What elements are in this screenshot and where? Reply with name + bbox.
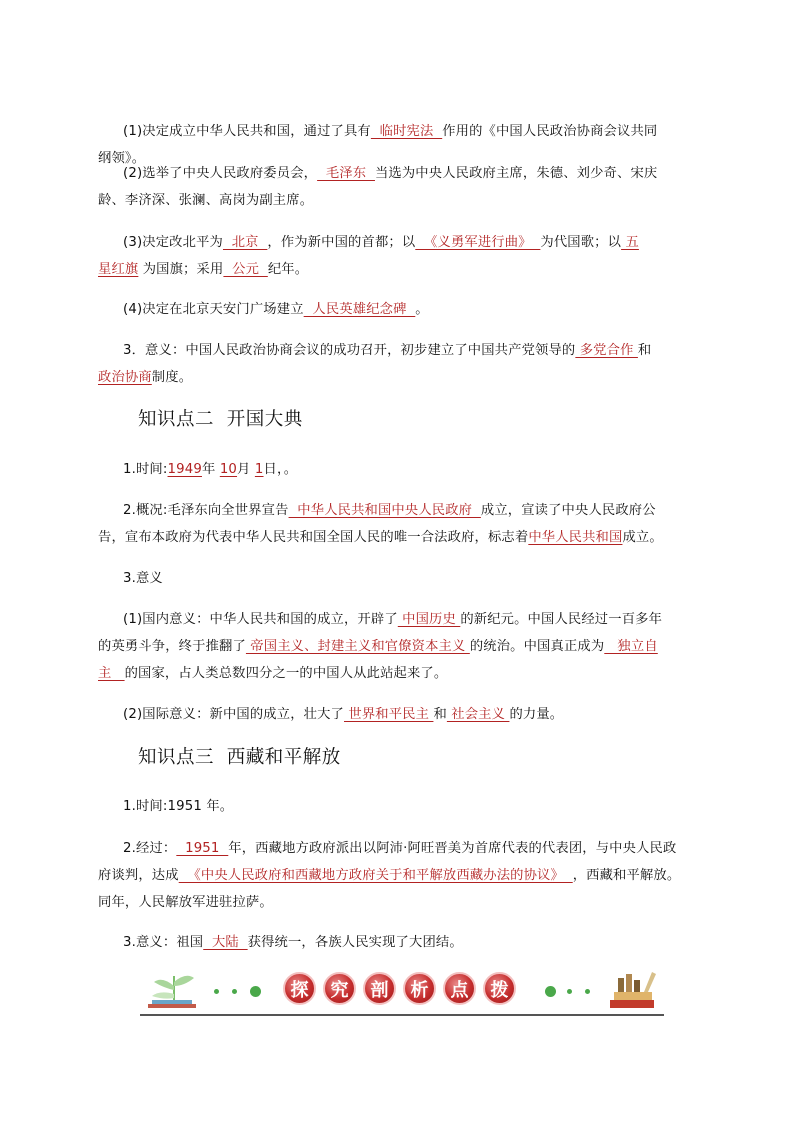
international-text: 和 — [433, 707, 447, 722]
item-2 — [98, 160, 698, 214]
time-label: 1.时间: — [123, 462, 168, 477]
item-3-text: 为国旗；采用 — [138, 262, 224, 277]
answer-blank: 中华人民共和国中央人民政府 — [288, 503, 481, 518]
process-text: ，西藏和平解放。 — [572, 868, 681, 883]
answer-blank: 主 — [98, 666, 125, 681]
dot-decoration — [545, 986, 556, 997]
answer-blank: 10 — [219, 462, 238, 477]
item-4-text: (4)决定在北京天安门广场建立 — [123, 302, 304, 317]
answer-blank: 五 — [621, 235, 639, 250]
overview-text: 成立。 — [622, 530, 663, 545]
time-unit: 月 — [237, 462, 251, 477]
item-2-text: (2)选举了中央人民政府委员会， — [123, 166, 318, 181]
pcc-significance — [98, 337, 698, 391]
banner-char: 究 — [323, 972, 356, 1005]
answer-blank: 1951 — [176, 841, 229, 856]
answer-blank: 社会主义 — [446, 707, 510, 722]
item-2-text: 龄、李济深、张澜、高岗为副主席。 — [98, 193, 314, 208]
plant-books-icon — [144, 968, 200, 1014]
divider-line — [140, 1014, 664, 1016]
banner-char: 析 — [403, 972, 436, 1005]
item-1-text: 纲领》。 — [98, 151, 146, 166]
answer-blank: 1 — [254, 462, 264, 477]
item-3-text: 为代国歌；以 — [540, 235, 622, 250]
section-heading: 知识点二 开国大典 — [138, 409, 303, 430]
section-banner — [140, 960, 664, 1020]
international-meaning — [98, 701, 698, 728]
item-1-text: (1)决定成立中华人民共和国，通过了具有 — [123, 124, 371, 139]
answer-blank: 独立自 — [604, 639, 658, 654]
answer-blank: 《义勇军进行曲》 — [415, 235, 541, 250]
time-unit: 年 — [201, 462, 216, 477]
domestic-text: (1)国内意义：中华人民共和国的成立，开辟了 — [123, 612, 398, 627]
item-3-text: (3)决定改北平为 — [123, 235, 223, 250]
answer-blank: 帝国主义、封建主义和官僚资本主义 — [245, 639, 470, 654]
domestic-meaning — [98, 606, 698, 687]
international-text: (2)国际意义：新中国的成立，壮大了 — [123, 707, 344, 722]
overview-text: 2.概况:毛泽东向全世界宣告 — [123, 503, 289, 518]
ceremony-time — [98, 456, 698, 483]
domestic-text: 的国家，占人类总数四分之一的中国人从此站起来了。 — [124, 666, 448, 681]
overview-text: 告，宣布本政府为代表中华人民共和国全国人民的唯一合法政府，标志着 — [98, 530, 529, 545]
answer-blank: 人民英雄纪念碑 — [303, 302, 416, 317]
answer-blank: 毛泽东 — [317, 166, 375, 181]
international-text: 的力量。 — [509, 707, 564, 722]
domestic-text: 的英勇斗争，终于推翻了 — [98, 639, 246, 654]
item-3 — [98, 229, 698, 283]
answer-blank: 1949 — [167, 462, 202, 477]
banner-char: 拨 — [483, 972, 516, 1005]
ceremony-overview — [98, 497, 698, 551]
dot-decoration — [214, 989, 219, 994]
answer-blank: 多党合作 — [575, 343, 638, 358]
process-text: 2.经过： — [123, 841, 177, 856]
item-1-text: 作用的《中国人民政治协商会议共同 — [442, 124, 658, 139]
answer-blank: 世界和平民主 — [344, 707, 434, 722]
answer-blank: 北京 — [222, 235, 268, 250]
overview-text: 成立，宣读了中央人民政府公 — [480, 503, 656, 518]
significance-text: 获得统一，各族人民实现了大团结。 — [247, 935, 463, 950]
section-heading: 知识点三 西藏和平解放 — [138, 747, 341, 768]
process-text: 同年，人民解放军进驻拉萨。 — [98, 895, 273, 910]
banner-char: 剖 — [363, 972, 396, 1005]
process-text: 年，西藏地方政府派出以阿沛·阿旺晋美为首席代表的代表团，与中央人民政 — [228, 841, 677, 856]
answer-blank: 政治协商 — [98, 370, 152, 385]
answer-blank: 中国历史 — [397, 612, 461, 627]
answer-blank: 《中央人民政府和西藏地方政府关于和平解放西藏办法的协议》 — [178, 868, 573, 883]
answer-blank: 大陆 — [203, 935, 248, 950]
banner-char: 探 — [283, 972, 316, 1005]
dot-decoration — [232, 989, 237, 994]
time-unit: 日，。 — [263, 462, 298, 477]
item-3-text: ，作为新中国的首都；以 — [267, 235, 416, 250]
item-4 — [98, 296, 698, 323]
significance-text: 3.意义：祖国 — [123, 935, 204, 950]
item-2-text: 当选为中央人民政府主席，朱德、刘少奇、宋庆 — [374, 166, 658, 181]
domestic-text: 的新纪元。中国人民经过一百多年 — [460, 612, 663, 627]
domestic-text: 的统治。中国真正成为 — [469, 639, 605, 654]
dot-decoration — [585, 989, 590, 994]
meaning-heading: 3.意义 — [123, 571, 163, 586]
process-text: 府谈判，达成 — [98, 868, 179, 883]
tibet-process — [98, 835, 698, 916]
answer-blank: 星红旗 — [98, 262, 139, 277]
significance-text: 和 — [637, 343, 652, 358]
significance-text: 3．意义：中国人民政治协商会议的成功召开，初步建立了中国共产党领导的 — [123, 343, 576, 358]
tibet-significance — [98, 929, 698, 956]
answer-blank: 中华人民共和国 — [528, 530, 623, 545]
item-3-text: 纪年。 — [267, 262, 309, 277]
answer-blank: 公元 — [223, 262, 268, 277]
tibet-time: 1.时间:1951 年。 — [123, 799, 234, 814]
answer-blank: 临时宪法 — [370, 124, 443, 139]
book-stack-icon — [606, 966, 660, 1014]
dot-decoration — [567, 989, 572, 994]
banner-char: 点 — [443, 972, 476, 1005]
significance-text: 制度。 — [151, 370, 193, 385]
item-4-text: 。 — [415, 302, 429, 317]
dot-decoration — [250, 986, 261, 997]
